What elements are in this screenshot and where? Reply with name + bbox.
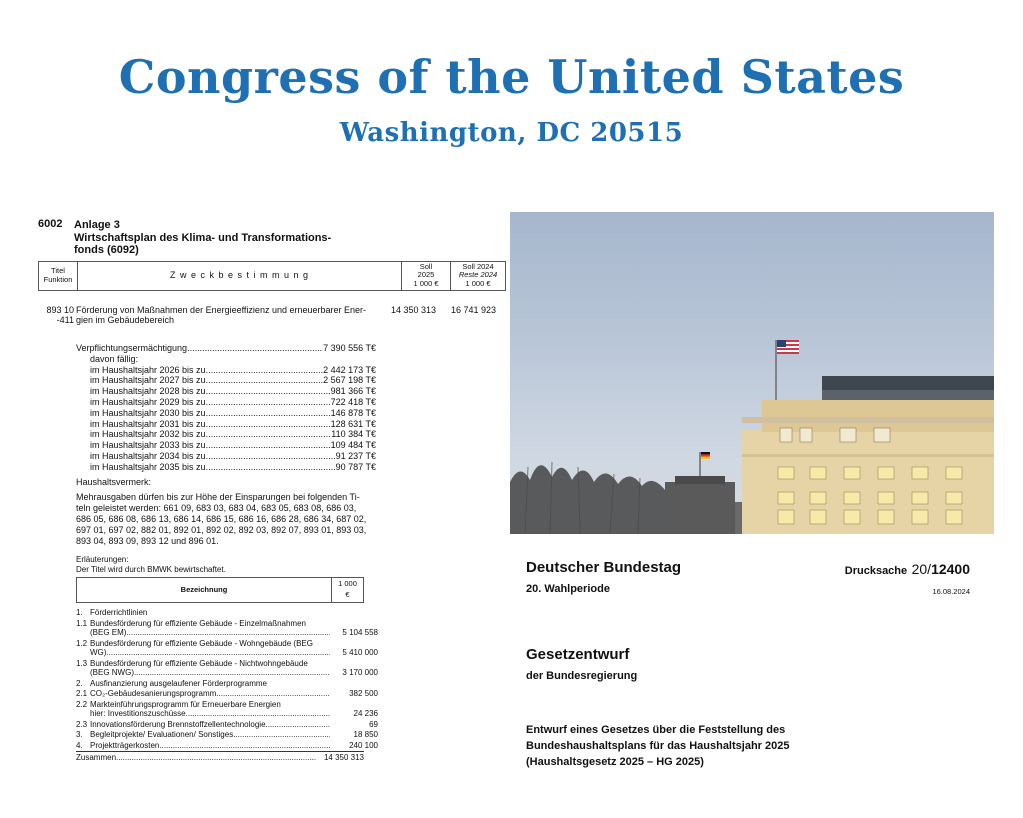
drucksache-prefix: 20/ xyxy=(911,561,932,577)
function-number: -411 xyxy=(56,315,74,326)
total-row: Zusammen ..... 14 350 313 xyxy=(76,751,364,763)
masthead-address: Washington, DC 20515 xyxy=(339,118,684,148)
reichstag xyxy=(665,452,735,534)
due-row: im Haushaltsjahr 2030 bis zu ..... 146 878 T€ xyxy=(90,408,376,419)
designation-row: 2. Ausfinanzierung ausgelaufener Förderprogramme xyxy=(76,678,267,688)
commitment-row: Verpflichtungsermächtigung ..... 7 390 556 T€ xyxy=(76,343,376,354)
due-row: im Haushaltsjahr 2033 bis zu ..... 109 484 T€ xyxy=(90,440,376,451)
commitment-block xyxy=(76,343,376,473)
due-row: im Haushaltsjahr 2032 bis zu ..... 110 384 T€ xyxy=(90,429,376,440)
designation-row: 1. Förderrichtlinien xyxy=(76,608,148,618)
due-row: im Haushaltsjahr 2026 bis zu ..... 2 442 173 T€ xyxy=(90,365,376,376)
note-line: 697 01, 697 02, 882 01, 892 01, 892 02, 892 03, 892 07, 893 01, 893 03, xyxy=(76,524,367,535)
embassy-photo-illustration xyxy=(510,212,994,534)
designation-row: 4. Projektträgerkosten ..... 240 100 xyxy=(76,741,364,751)
heading-line2: fonds (6092) xyxy=(74,244,139,256)
embassy-building xyxy=(742,340,994,534)
designation-header xyxy=(76,577,364,603)
trees xyxy=(510,465,665,534)
budget-title-row xyxy=(38,305,508,327)
note-line: Mehrausgaben dürfen bis zur Höhe der Einsparungen bei folgenden Ti- xyxy=(76,492,360,503)
title-number: 893 10 xyxy=(46,304,74,315)
designation-row: 3. Begleitprojekte/ Evaluationen/ Sonstiges ..... 18 850 xyxy=(76,730,364,740)
budget-document xyxy=(38,219,508,763)
document-date: 16.08.2024 xyxy=(932,587,970,596)
due-row: im Haushaltsjahr 2027 bis zu ..... 2 567 198 T€ xyxy=(90,375,376,386)
subject-line1: Entwurf eines Gesetzes über die Feststellung des xyxy=(526,724,786,736)
due-row: im Haushaltsjahr 2029 bis zu ..... 722 418 T€ xyxy=(90,397,376,408)
document-author: der Bundesregierung xyxy=(526,670,638,682)
drucksache-number: 12400 xyxy=(931,561,970,577)
anlage-label: Anlage 3 xyxy=(74,219,120,231)
due-row: im Haushaltsjahr 2034 bis zu ..... 91 237 T€ xyxy=(90,451,376,462)
designation-list xyxy=(76,608,376,750)
us-flag-graphic xyxy=(777,340,799,354)
explanations xyxy=(76,555,376,575)
note-text xyxy=(76,492,376,546)
document-type: Gesetzentwurf xyxy=(526,646,630,663)
col-soll-2024: Soll 2024 Reste 2024 1 000 € xyxy=(451,261,506,290)
purpose-line2: gien im Gebäudebereich xyxy=(76,315,175,326)
drucksache xyxy=(838,561,970,579)
document-subject xyxy=(526,722,789,770)
designation-col: Bezeichnung xyxy=(77,578,332,603)
due-row: im Haushaltsjahr 2035 bis zu ..... 90 787 T€ xyxy=(90,462,376,473)
due-row: im Haushaltsjahr 2031 bis zu ..... 128 631 T€ xyxy=(90,419,376,430)
note-line: 893 04, 893 09, 893 12 und 896 01. xyxy=(76,535,219,546)
designation-row: 1.2 Bundesförderung für effiziente Gebäude - Wohngebäude (BEG WG) ..... 5 410 000 xyxy=(76,639,364,658)
purpose-line1: Förderung von Maßnahmen der Energieeffizienz und erneuerbarer Ener- xyxy=(76,304,366,315)
due-list xyxy=(76,365,376,473)
soll-2024-value: 16 741 923 xyxy=(450,304,496,315)
designation-row: 1.1 Bundesförderung für effiziente Gebäude - Einzelmaßnahmen (BEG EM) ..... 5 104 558 xyxy=(76,619,364,638)
budget-header-table xyxy=(38,261,506,291)
designation-row: 2.2 Markteinführungsprogramm für Erneuerbare Energien hier: Investitionszuschüsse ..... 24 236 xyxy=(76,700,364,719)
note-heading: Haushaltsvermerk: xyxy=(76,476,152,487)
embassy-photo xyxy=(510,212,994,534)
subject-line2: Bundeshaushaltsplans für das Haushaltsjahr 2025 xyxy=(526,740,790,752)
subject-line3: (Haushaltsgesetz 2025 – HG 2025) xyxy=(526,756,704,768)
budget-heading xyxy=(38,219,508,257)
legislative-period: 20. Wahlperiode xyxy=(526,583,610,595)
designation-row: 1.3 Bundesförderung für effiziente Gebäude - Nichtwohngebäude (BEG NWG) ..... 3 170 000 xyxy=(76,659,364,678)
parliament-name: Deutscher Bundestag xyxy=(526,559,682,576)
section-number: 6002 xyxy=(38,218,63,230)
note-line: 686 05, 686 08, 686 13, 686 14, 686 15, 686 16, 686 28, 686 34, 687 02, xyxy=(76,514,367,525)
masthead-title: Congress of the United States xyxy=(118,50,905,104)
note-line: teln geleistet werden: 661 09, 683 03, 683 04, 683 05, 683 08, 686 03, xyxy=(76,503,357,514)
designation-row: 2.3 Innovationsförderung Brennstoffzellentechnologie ..... 69 xyxy=(76,720,364,730)
due-label: davon fällig: xyxy=(90,353,139,364)
heading-line1: Wirtschaftsplan des Klima- und Transformations- xyxy=(74,231,332,244)
explanations-text: Der Titel wird durch BMWK bewirtschaftet. xyxy=(76,565,226,575)
col-purpose: Z w e c k b e s t i m m u n g xyxy=(78,261,402,290)
designation-row: 2.1 CO₂-Gebäudesanierungsprogramm ..... 382 500 xyxy=(76,689,364,699)
soll-2025-value: 14 350 313 xyxy=(390,304,436,315)
col-soll-2025: Soll 2025 1 000 € xyxy=(402,261,451,290)
due-row: im Haushaltsjahr 2028 bis zu ..... 981 366 T€ xyxy=(90,386,376,397)
drucksache-label: Drucksache xyxy=(844,565,908,577)
budget-note xyxy=(76,477,376,547)
col-title-function: Titel Funktion xyxy=(39,261,78,290)
explanations-heading: Erläuterungen: xyxy=(76,555,129,565)
designation-table xyxy=(76,577,376,762)
designation-unit: 1 000 € xyxy=(332,578,364,603)
